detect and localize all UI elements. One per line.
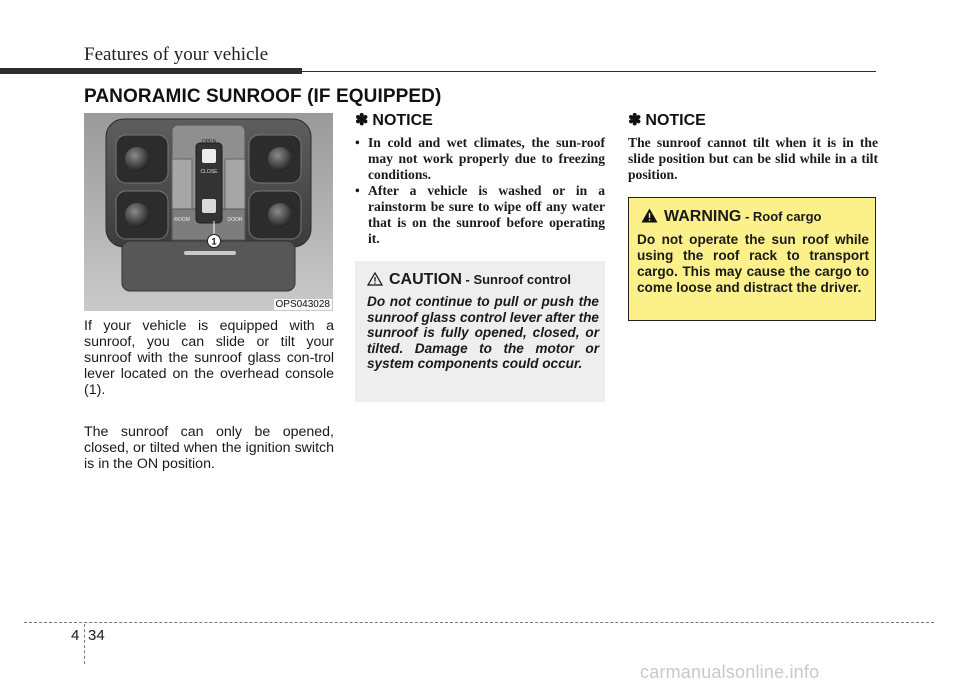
warning-text: Do not operate the sun roof while using the roof rack to transport cargo. This may cause the cargo to come loose and distract the driver.	[637, 232, 869, 295]
star-icon: ✽	[355, 112, 369, 129]
footer-rule	[24, 622, 934, 623]
notice-text-2: The sunroof cannot tilt when it is in the slide position but can be slid while in a tilt position.	[628, 135, 878, 182]
warning-heading	[641, 208, 822, 226]
notice-label: NOTICE	[645, 112, 706, 129]
watermark: carmanualsonline.info	[640, 662, 820, 682]
notice-list	[355, 135, 605, 247]
footer-divider	[84, 624, 85, 664]
room-label: ROOM	[174, 217, 190, 223]
open-label: OPEN	[201, 139, 217, 145]
section-title: PANORAMIC SUNROOF (IF EQUIPPED)	[84, 86, 442, 107]
close-label: CLOSE	[200, 169, 218, 175]
warning-subject: - Roof cargo	[741, 209, 822, 224]
callout-number: 1	[211, 236, 217, 247]
running-title: Features of your vehicle	[84, 44, 269, 65]
caution-text: Do not continue to pull or push the sunroof glass control lever after the sunroof is fully opened, closed, or tilted. Damage to the motor or system components could occur.	[367, 294, 599, 371]
caution-subject: - Sunroof control	[461, 272, 571, 287]
list-item: • In cold and wet climates, the sun-roof may not work properly due to freezing conditions.	[355, 135, 605, 183]
caution-label: CAUTION	[389, 271, 462, 288]
chapter-number: 4	[71, 627, 80, 644]
notice-label: NOTICE	[372, 112, 433, 129]
header-rule	[302, 71, 876, 72]
warning-label: WARNING	[664, 208, 742, 225]
header-bar	[0, 68, 302, 74]
list-item: • After a vehicle is washed or in a rainstorm be sure to wipe off any water that is on the sunroof before operating it.	[355, 183, 605, 247]
caution-triangle-icon	[367, 272, 383, 286]
page-number: 34	[88, 627, 105, 644]
figure-code: OPS043028	[275, 299, 330, 310]
body-paragraph-1: If your vehicle is equipped with a sunroof, you can slide or tilt your sunroof with the sunroof glass con-trol lever located on the overhead console (1).	[84, 318, 334, 398]
body-paragraph-2: The sunroof can only be opened, closed, or tilted when the ignition switch is in the ON position.	[84, 424, 334, 472]
warning-box	[628, 197, 876, 321]
notice-heading-1	[355, 112, 433, 130]
door-label: DOOR	[227, 217, 243, 223]
notice-heading-2	[628, 112, 706, 130]
caution-heading	[367, 271, 571, 289]
overhead-console-illustration	[84, 113, 333, 311]
warning-triangle-icon	[641, 208, 658, 223]
caution-box	[355, 261, 605, 402]
overhead-console-figure	[84, 113, 333, 311]
star-icon: ✽	[628, 112, 642, 129]
